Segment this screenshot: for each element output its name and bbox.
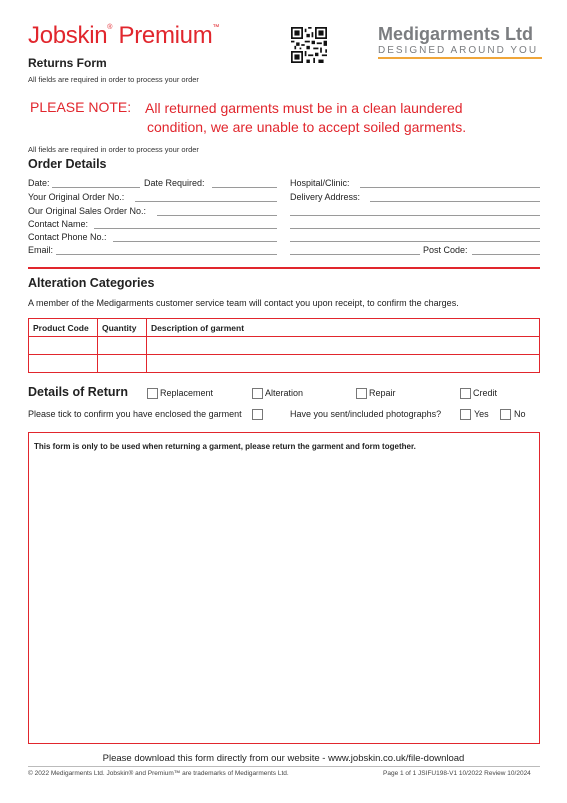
date-required-label: Date Required: bbox=[144, 178, 205, 188]
delivery-address-line-2[interactable] bbox=[290, 215, 540, 216]
table-header-row bbox=[29, 319, 540, 337]
hospital-field[interactable] bbox=[360, 187, 540, 188]
enclosed-checkbox[interactable] bbox=[252, 409, 263, 420]
tagline-rule bbox=[378, 57, 542, 59]
photos-yes-label: Yes bbox=[474, 409, 489, 419]
notice-text bbox=[145, 99, 466, 137]
photos-yes-checkbox[interactable] bbox=[460, 409, 471, 420]
date-label: Date: bbox=[28, 178, 50, 188]
contact-name-field[interactable] bbox=[94, 228, 277, 229]
brand-logo bbox=[28, 22, 219, 50]
contact-name-label: Contact Name: bbox=[28, 219, 89, 229]
description-cell[interactable] bbox=[147, 337, 540, 355]
alteration-table bbox=[28, 318, 540, 373]
table-row bbox=[29, 337, 540, 355]
column-header-quantity: Quantity bbox=[98, 319, 147, 337]
sales-order-label: Our Original Sales Order No.: bbox=[28, 206, 147, 216]
qr-code-icon bbox=[291, 27, 327, 63]
alteration-checkbox[interactable] bbox=[252, 388, 263, 399]
alteration-heading: Alteration Categories bbox=[28, 276, 155, 290]
post-code-label: Post Code: bbox=[423, 245, 468, 255]
company-name: Medigarments Ltd bbox=[378, 24, 534, 44]
replacement-checkbox[interactable] bbox=[147, 388, 158, 399]
registered-mark: ® bbox=[107, 24, 113, 31]
repair-checkbox[interactable] bbox=[356, 388, 367, 399]
footer-rule bbox=[28, 766, 540, 767]
form-title: Returns Form bbox=[28, 56, 107, 70]
notice-label: PLEASE NOTE: bbox=[30, 99, 132, 115]
details-of-return-heading: Details of Return bbox=[28, 385, 129, 399]
required-note: All fields are required in order to process your order bbox=[28, 75, 199, 84]
page-info: Page 1 of 1 JSIFU198-V1 10/2022 Review 10/2024 bbox=[383, 770, 531, 777]
notice-line-2: condition, we are unable to accept soiled garments. bbox=[147, 119, 467, 135]
email-label: Email: bbox=[28, 245, 54, 255]
photos-no-label: No bbox=[514, 409, 526, 419]
download-note: Please download this form directly from our website - www.jobskin.co.uk/file-download bbox=[102, 753, 465, 764]
replacement-label: Replacement bbox=[160, 388, 214, 398]
contact-phone-field[interactable] bbox=[113, 241, 277, 242]
description-cell[interactable] bbox=[147, 355, 540, 373]
table-row bbox=[29, 355, 540, 373]
credit-checkbox[interactable] bbox=[460, 388, 471, 399]
enclosed-label: Please tick to confirm you have enclosed the garment bbox=[28, 409, 242, 419]
delivery-address-label: Delivery Address: bbox=[290, 192, 361, 202]
original-order-field[interactable] bbox=[135, 201, 277, 202]
photos-no-checkbox[interactable] bbox=[500, 409, 511, 420]
required-note-2: All fields are required in order to process your order bbox=[28, 145, 199, 154]
quantity-cell[interactable] bbox=[98, 355, 147, 373]
delivery-address-line-4[interactable] bbox=[290, 241, 540, 242]
product-code-cell[interactable] bbox=[29, 337, 98, 355]
credit-label: Credit bbox=[473, 388, 498, 398]
trademark-mark: ™ bbox=[212, 24, 220, 31]
date-field[interactable] bbox=[52, 187, 140, 188]
product-code-cell[interactable] bbox=[29, 355, 98, 373]
repair-label: Repair bbox=[369, 388, 396, 398]
alteration-label: Alteration bbox=[265, 388, 304, 398]
sales-order-field[interactable] bbox=[157, 215, 277, 216]
notice-line-1: All returned garments must be in a clean laundered bbox=[145, 100, 463, 116]
original-order-label: Your Original Order No.: bbox=[28, 192, 125, 202]
copyright: © 2022 Medigarments Ltd. Jobskin® and Premium™ are trademarks of Medigarments Ltd. bbox=[28, 770, 289, 777]
delivery-address-line-5[interactable] bbox=[290, 254, 420, 255]
column-header-description: Description of garment bbox=[147, 319, 540, 337]
delivery-address-line-3[interactable] bbox=[290, 228, 540, 229]
brand-product: Premium bbox=[112, 22, 213, 49]
brand-name: Jobskin bbox=[28, 22, 108, 49]
hospital-label: Hospital/Clinic: bbox=[290, 178, 350, 188]
column-header-product-code: Product Code bbox=[29, 319, 98, 337]
quantity-cell[interactable] bbox=[98, 337, 147, 355]
date-required-field[interactable] bbox=[212, 187, 277, 188]
alteration-text: A member of the Medigarments customer service team will contact you upon receipt, to confirm the charges. bbox=[28, 298, 459, 308]
return-notes-box[interactable] bbox=[28, 432, 540, 744]
post-code-field[interactable] bbox=[472, 254, 540, 255]
order-details-heading: Order Details bbox=[28, 157, 107, 171]
contact-phone-label: Contact Phone No.: bbox=[28, 232, 107, 242]
delivery-address-field[interactable] bbox=[370, 201, 540, 202]
photos-label: Have you sent/included photographs? bbox=[290, 409, 442, 419]
section-divider bbox=[28, 267, 540, 269]
return-notes-instruction: This form is only to be used when returning a garment, please return the garment and form together. bbox=[34, 442, 416, 451]
company-tagline: DESIGNED AROUND YOU bbox=[378, 45, 539, 56]
email-field[interactable] bbox=[56, 254, 277, 255]
